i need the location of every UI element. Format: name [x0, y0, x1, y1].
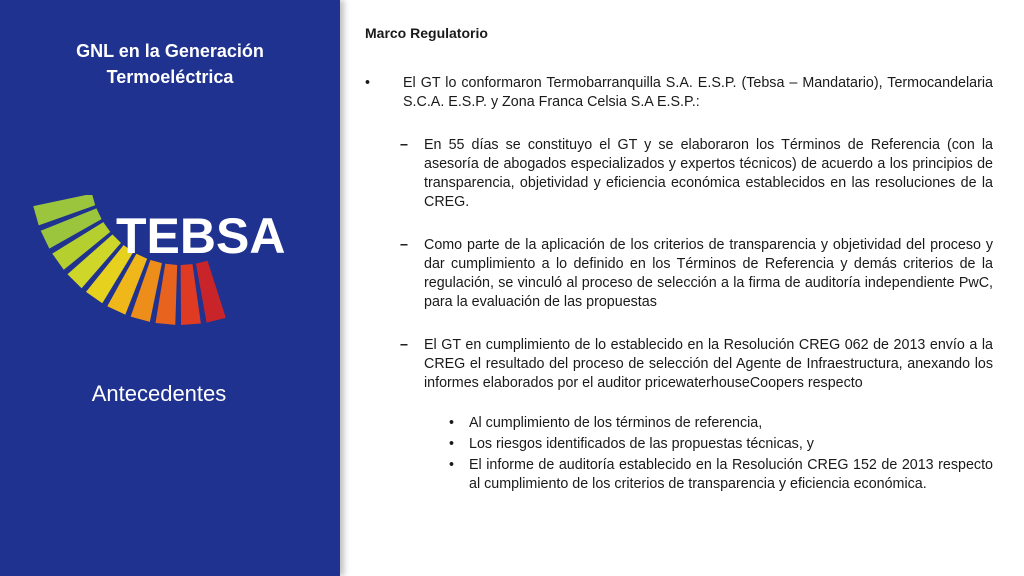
- subpoint-text: Al cumplimiento de los términos de referencia,: [469, 415, 763, 431]
- sub-list-item: [365, 456, 993, 494]
- sub-list-item: [365, 414, 993, 433]
- dash-mark: –: [400, 237, 408, 253]
- intro-bullet: [365, 74, 993, 112]
- section-label: Antecedentes: [91, 381, 227, 406]
- presentation-title: [0, 38, 340, 90]
- point-text: Como parte de la aplicación de los criterios de transparencia y objetividad del proceso y dar cumplimiento a lo definido en los Términos de Referencia y demás criterios de la regulación, se vinculó al proceso de selección a la firma de auditoría independiente PwC, para la evaluación de las propuestas: [424, 237, 993, 310]
- list-item: [365, 136, 993, 212]
- dash-mark: –: [400, 137, 408, 153]
- logo-wordmark: TEBSA: [116, 208, 286, 264]
- bullet-mark: •: [449, 436, 455, 452]
- intro-text: El GT lo conformaron Termobarranquilla S.A. E.S.P. (Tebsa – Mandatario), Termocandelaria S.C.A. E.S.P. y Zona Franca Celsia S.A E.S.P.:: [403, 75, 993, 110]
- bullet-mark: •: [449, 415, 455, 431]
- title-line-2: Termoeléctrica: [106, 67, 234, 87]
- subpoint-text: El informe de auditoría establecido en la Resolución CREG 152 de 2013 respecto al cumplimiento de los criterios de transparencia y eficiencia económica.: [469, 457, 993, 492]
- list-item: [365, 236, 993, 312]
- tebsa-logo: [30, 195, 300, 345]
- point-text: El GT en cumplimiento de lo establecido en la Resolución CREG 062 de 2013 envío a la CREG el resultado del proceso de selección del Agente de Infraestructura, anexando los informes elaborados por el auditor pricewaterhouseCoopers respecto: [424, 337, 993, 391]
- dash-mark: –: [400, 337, 408, 353]
- title-line-1: GNL en la Generación: [76, 41, 264, 61]
- content-heading: Marco Regulatorio: [365, 25, 488, 41]
- sub-list-item: [365, 435, 993, 454]
- slide-content: [365, 24, 993, 496]
- bullet-mark: •: [365, 75, 371, 91]
- sidebar-panel: [0, 0, 340, 576]
- point-text: En 55 días se constituyo el GT y se elaboraron los Términos de Referencia (con la asesoría de abogados especializados y expertos técnicos) de acuerdo a los principios de transparencia, objetividad y eficiencia económica establecidos en las resoluciones de la CREG.: [424, 137, 993, 210]
- list-item: [365, 336, 993, 393]
- bullet-mark: •: [449, 457, 455, 473]
- logo-ray: [196, 261, 226, 323]
- subpoint-text: Los riesgos identificados de las propuestas técnicas, y: [469, 436, 814, 452]
